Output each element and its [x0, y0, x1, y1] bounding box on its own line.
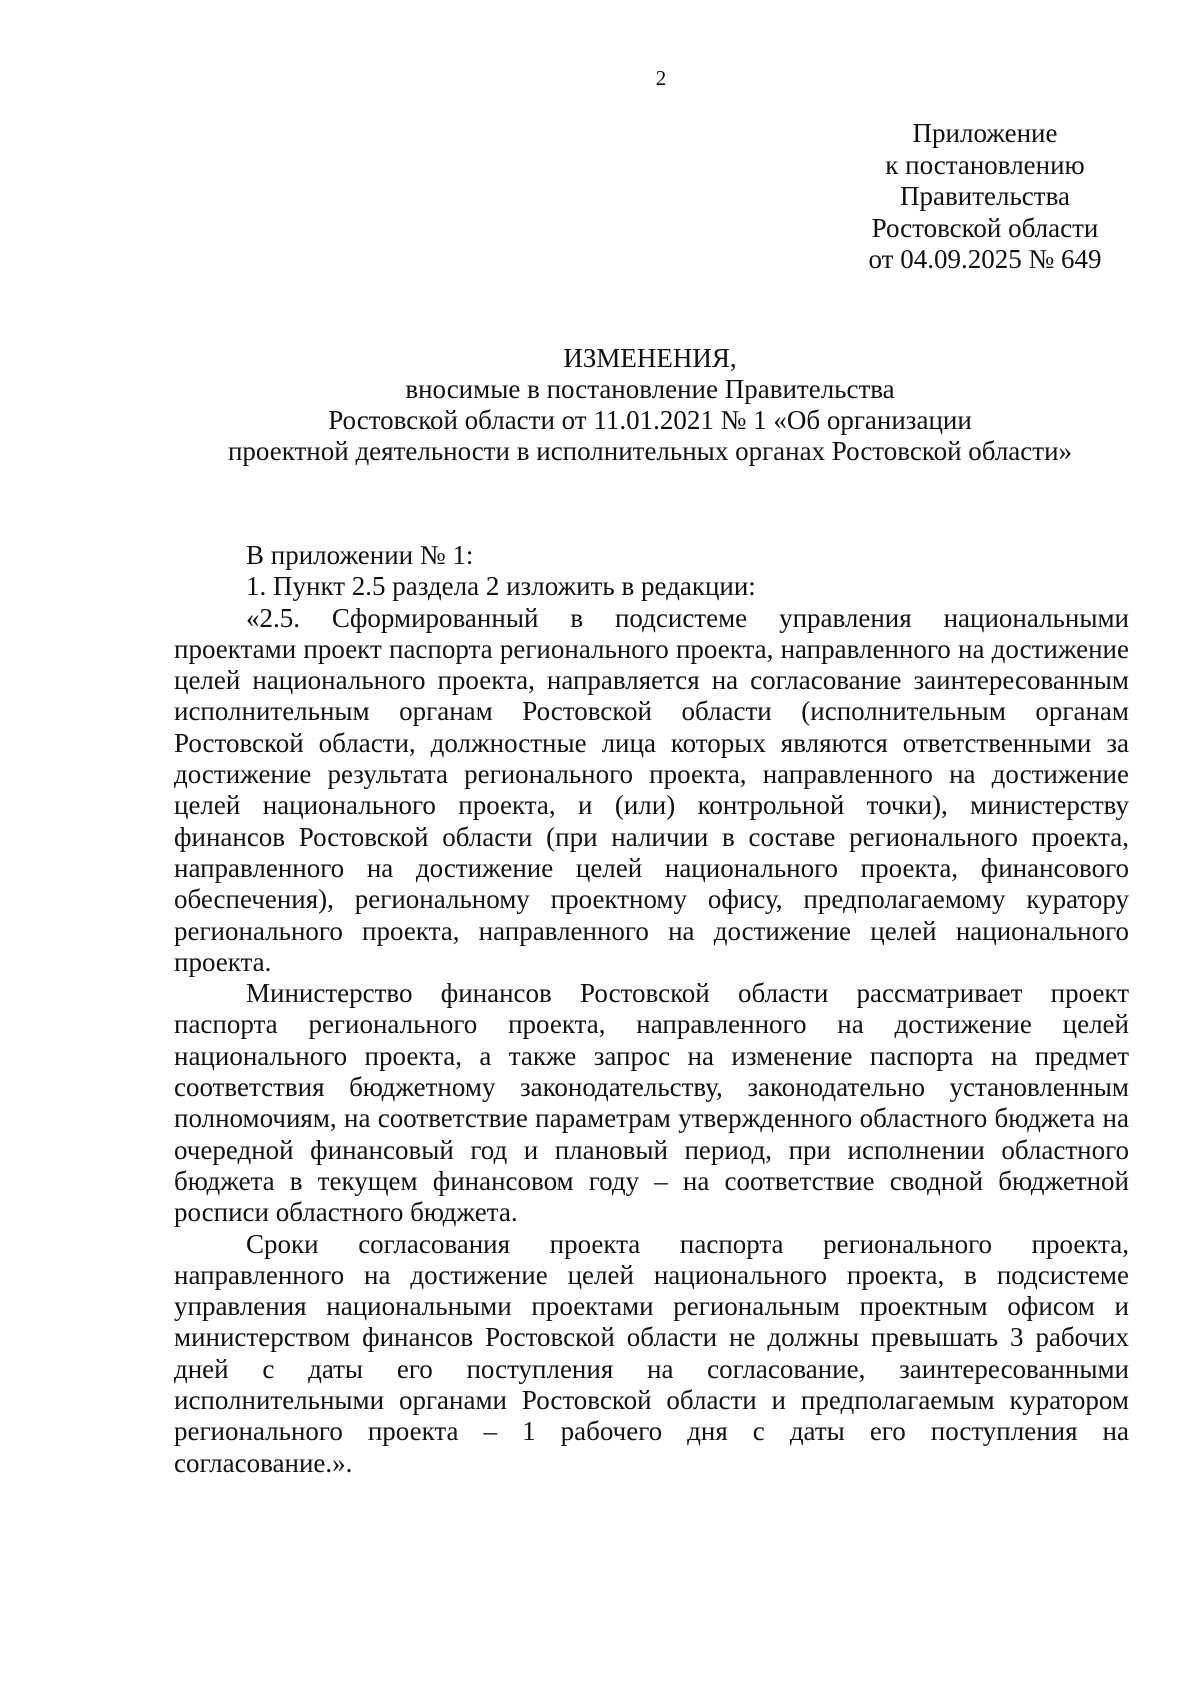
appendix-line: Приложение — [912, 118, 1058, 148]
document-title — [170, 343, 1130, 467]
title-line: Ростовской области от 11.01.2021 № 1 «Об организации — [328, 405, 972, 435]
body-paragraph: «2.5. Сформированный в подсистеме управления национальными проектами проект паспорта регионального проекта, направленного на достижение целей национального проекта, направляется на согласование заинтересованным исполнительным органам Ростовской области (исполнительным органам Ростовской области, должностные лица которых являются ответственными за достижение результата регионального проекта, направленного на достижение целей национального проекта, и (или) контрольной точки), министерству финансов Ростовской области (при наличии в составе регионального проекта, направленного на достижение целей национального проекта, финансового обеспечения), региональному проектному офису, предполагаемому куратору регионального проекта, направленного на достижение целей национального проекта. — [174, 602, 1129, 977]
document-body — [174, 540, 1129, 1479]
title-line: проектной деятельности в исполнительных органах Ростовской области» — [227, 436, 1073, 466]
appendix-line: Правительства — [900, 181, 1070, 211]
title-line: вносимые в постановление Правительства — [405, 374, 895, 404]
body-paragraph: В приложении № 1: — [246, 540, 474, 570]
appendix-line: от 04.09.2025 № 649 — [868, 244, 1102, 274]
appendix-line: к постановлению — [885, 149, 1085, 180]
page-number: 2 — [655, 66, 667, 90]
appendix-block — [840, 118, 1130, 276]
body-paragraph: Сроки согласования проекта паспорта регионального проекта, направленного на достижение целей национального проекта, в подсистеме управления национальными проектами региональным проектным офисом и министерством финансов Ростовской области не должны превышать 3 рабочих дней с даты его поступления на согласование, заинтересованными исполнительными органами Ростовской области и предполагаемым куратором регионального проекта – 1 рабочего дня с даты его поступления на согласование.». — [174, 1228, 1129, 1478]
body-paragraph: 1. Пункт 2.5 раздела 2 изложить в редакции: — [246, 571, 756, 602]
body-paragraph: Министерство финансов Ростовской области рассматривает проект паспорта регионального проекта, направленного на достижение целей национального проекта, а также запрос на изменение паспорта на предмет соответствия бюджетному законодательству, законодательно установленным полномочиям, на соответствие параметрам утвержденного областного бюджета на очередной финансовый год и плановый период, при исполнении областного бюджета в текущем финансовом году – на соответствие сводной бюджетной росписи областного бюджета. — [174, 978, 1129, 1228]
title-heading: ИЗМЕНЕНИЯ, — [563, 343, 737, 373]
appendix-line: Ростовской области — [871, 212, 1099, 243]
